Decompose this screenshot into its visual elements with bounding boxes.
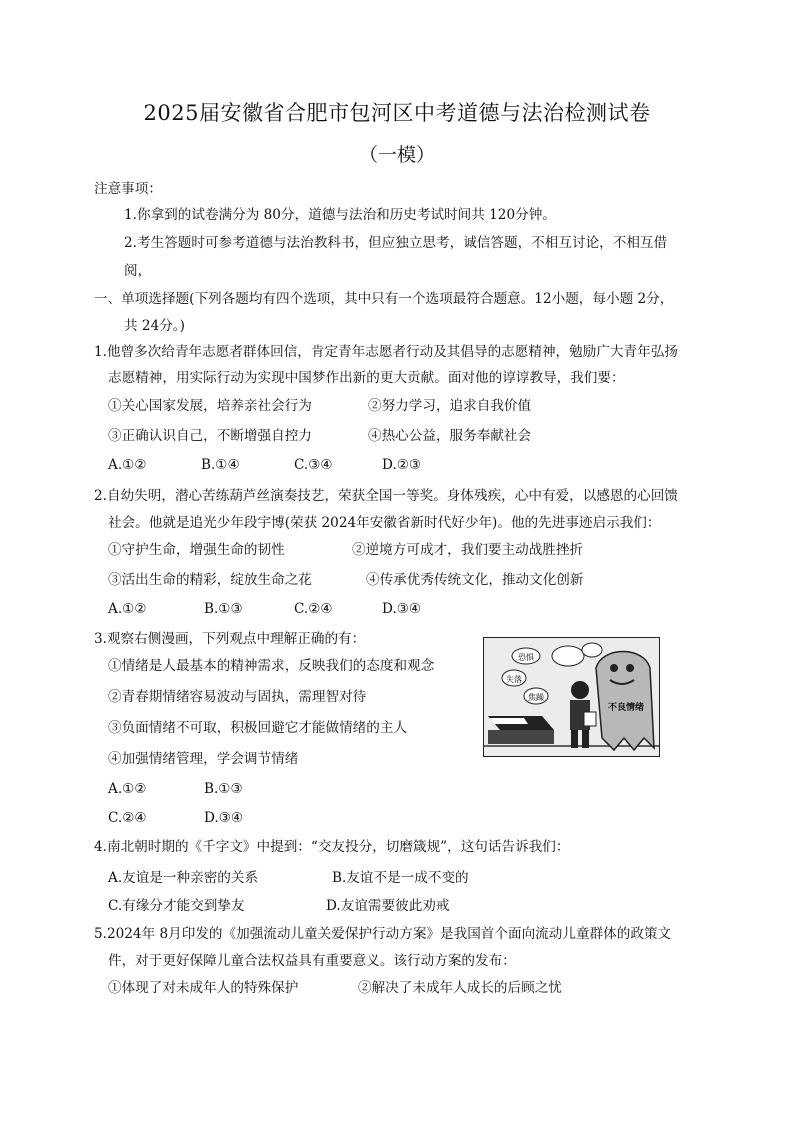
page-subtitle: （一模）	[358, 144, 435, 166]
emotion-comic-image	[483, 637, 660, 757]
comic-bubble-2: 焦躁	[528, 693, 544, 702]
q2-choice-c[interactable]: C.②④	[294, 601, 333, 617]
q2-stem: 2.自幼失明，潜心苦练葫芦丝演奏技艺，荣获全国一等奖。身体残疾，心中有爱，以感恩的心回馈	[94, 488, 678, 504]
q5-option-2: ②解决了未成年人成长的后顾之忧	[358, 980, 562, 996]
q1-option-1: ①关心国家发展，培养亲社会行为	[108, 398, 312, 414]
q3-choice-c[interactable]: C.②④	[108, 810, 147, 826]
q2-option-2: ②逆境方可成才，我们要主动战胜挫折	[352, 542, 584, 558]
section-heading: 一、单项选择题(下列各题均有四个选项，其中只有一个选项最符合题意。12小题，每小题 2分，	[94, 291, 674, 307]
q2-stem-cont: 社会。他就是追光少年段宇博(荣获 2024年安徽省新时代好少年)。他的先进事迹启示我们：	[108, 515, 661, 531]
q1-choice-c[interactable]: C.③④	[294, 457, 333, 473]
comic-bubble-1: 失落	[506, 675, 522, 684]
q2-option-1: ①守护生命，增强生命的韧性	[108, 542, 285, 558]
q1-option-3: ③正确认识自己，不断增强自控力	[108, 428, 312, 444]
page-title: 2025届安徽省合肥市包河区中考道德与法治检测试卷	[143, 101, 651, 125]
q5-stem: 5.2024年 8月印发的《加强流动儿童关爱保护行动方案》是我国首个面向流动儿童群体的政策文	[94, 926, 672, 942]
q4-stem: 4.南北朝时期的《千字文》中提到：“交友投分，切磨箴规”，这句话告诉我们：	[94, 839, 570, 855]
section-heading-cont: 共 24分。)	[124, 318, 185, 334]
q3-option-3: ③负面情绪不可取，积极回避它才能做情绪的主人	[108, 720, 408, 736]
q2-choice-d[interactable]: D.③④	[382, 601, 422, 617]
q4-choice-d[interactable]: D.友谊需要彼此劝戒	[326, 898, 450, 914]
notice-item-1: 1.你拿到的试卷满分为 80分，道德与法治和历史考试时间共 120分钟。	[124, 207, 556, 223]
q2-choice-a[interactable]: A.①②	[108, 601, 147, 617]
comic-bubble-3: 恐惧	[518, 653, 534, 662]
q3-choice-b[interactable]: B.①③	[204, 781, 243, 797]
q4-choice-b[interactable]: B.友谊不是一成不变的	[332, 870, 469, 886]
q1-option-4: ④热心公益，服务奉献社会	[368, 428, 532, 444]
q3-option-4: ④加强情绪管理，学会调节情绪	[108, 751, 299, 767]
q4-choice-a[interactable]: A.友谊是一种亲密的关系	[108, 870, 259, 886]
q1-stem: 1.他曾多次给青年志愿者群体回信，肯定青年志愿者行动及其倡导的志愿精神，勉励广大青年弘扬	[94, 344, 678, 360]
q1-option-2: ②努力学习，追求自我价值	[368, 398, 532, 414]
q3-choice-a[interactable]: A.①②	[108, 781, 147, 797]
q3-option-2: ②青春期情绪容易波动与固执，需理智对待	[108, 689, 367, 705]
notice-item-2: 2.考生答题时可参考道德与法治教科书，但应独立思考，诚信答题，不相互讨论，不相互借	[124, 235, 668, 251]
q3-option-1: ①情绪是人最基本的精神需求，反映我们的态度和观念	[108, 658, 435, 674]
notice-heading: 注意事项：	[94, 181, 162, 197]
q3-stem: 3.观察右侧漫画，下列观点中理解正确的有：	[94, 631, 366, 647]
comic-drawing	[484, 638, 659, 756]
comic-ghost-label: 不良情绪	[607, 703, 645, 713]
q2-choice-b[interactable]: B.①③	[204, 601, 243, 617]
q2-option-3: ③活出生命的精彩，绽放生命之花	[108, 572, 312, 588]
q2-option-4: ④传承优秀传统文化，推动文化创新	[366, 572, 584, 588]
q3-choice-d[interactable]: D.③④	[204, 810, 244, 826]
q4-choice-c[interactable]: C.有缘分才能交到挚友	[108, 898, 245, 914]
q1-choice-a[interactable]: A.①②	[108, 457, 147, 473]
q1-stem-cont: 志愿精神，用实际行动为实现中国梦作出新的更大贡献。面对他的谆谆教导，我们要：	[108, 370, 625, 386]
q1-choice-b[interactable]: B.①④	[201, 457, 240, 473]
q1-choice-d[interactable]: D.②③	[382, 457, 422, 473]
q5-stem-cont: 件，对于更好保障儿童合法权益具有重要意义。该行动方案的发布：	[108, 953, 516, 969]
q5-option-1: ①体现了对未成年人的特殊保护	[108, 980, 299, 996]
notice-item-2-cont: 阅，	[124, 263, 152, 279]
